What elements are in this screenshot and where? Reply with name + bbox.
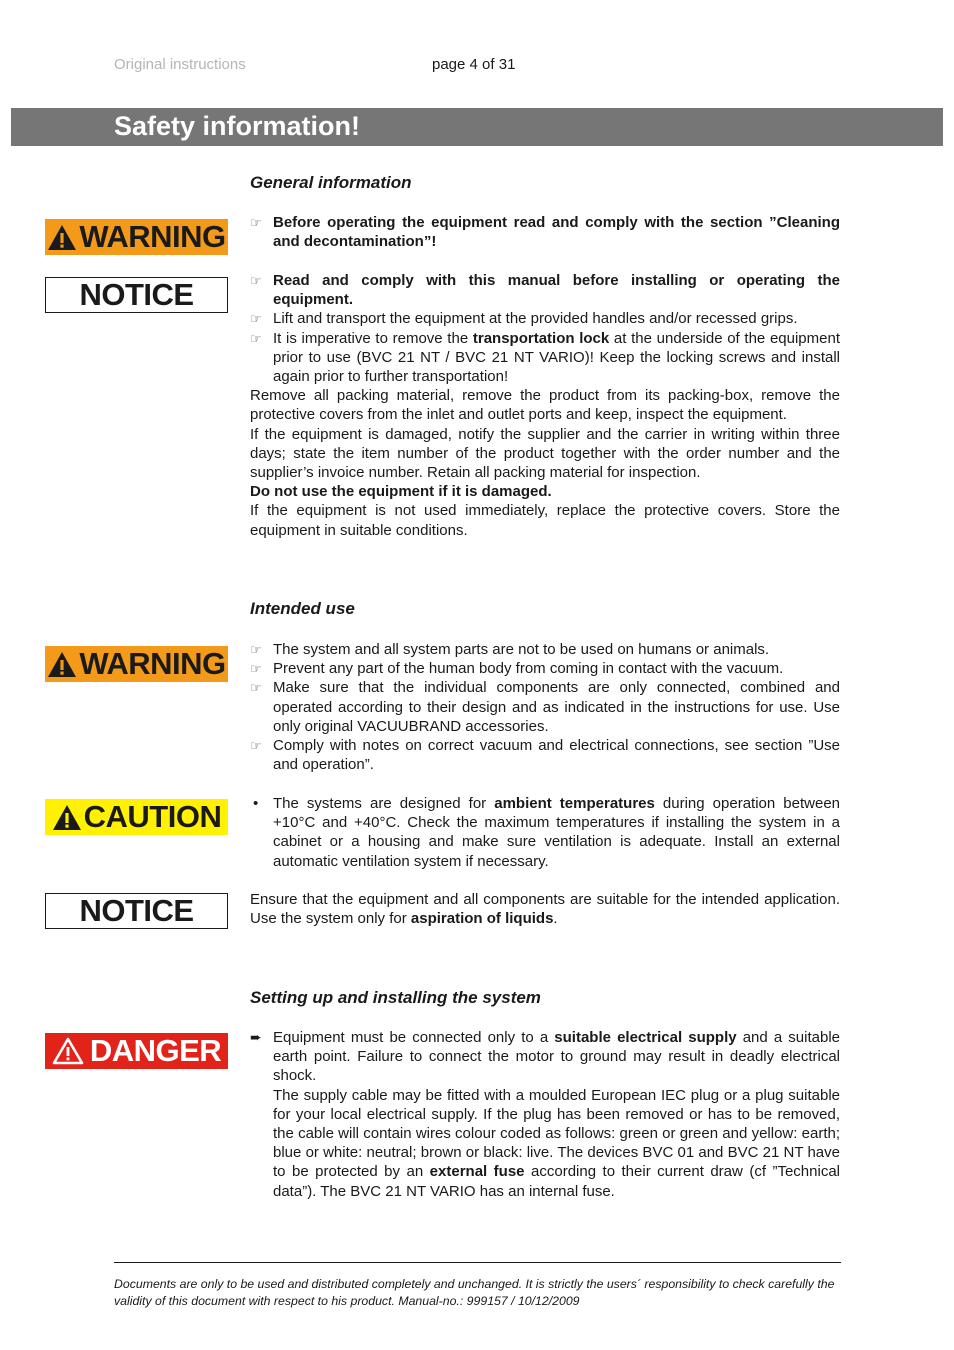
list-item-text: Comply with notes on correct vacuum and electrical connections, see section ”Use and operation”. [273,737,840,774]
list-item-text: The system and all system parts are not to be used on humans or animals. [273,641,770,658]
paragraph-bold: Do not use the equipment if it is damaged. [250,483,552,501]
notice-label-text: NOTICE [79,893,194,928]
caution-label [45,799,228,835]
warning-triangle-icon [47,651,77,678]
list-item-bold: external fuse [429,1163,525,1181]
warning-triangle-icon [47,224,77,251]
list-item-text: Equipment must be connected only to a [273,1029,555,1046]
list-item-text: Before operating the equipment read and comply with the section ”Cleaning and decontamination”! [273,214,840,251]
list-item-continuation [250,1086,840,1201]
paragraph: If the equipment is damaged, notify the supplier and the carrier in writing within three days; state the item number of the product together with the order number and the supplier’s invoice number. Retain all packing material for inspection. [250,425,840,482]
pointing-hand-icon: ☞ [250,311,262,327]
danger-label-text: DANGER [89,1033,222,1068]
intended-notice-block [250,890,840,928]
pointing-hand-icon: ☞ [250,330,262,346]
pointing-hand-icon: ☞ [250,215,262,230]
list-item-text: Read and comply with this manual before installing or operating the equipment. [273,272,840,309]
list-item [250,640,840,659]
list-item-bold: ambient temperatures [494,795,655,812]
warning-triangle-icon [52,1037,84,1065]
pointing-hand-icon: ☞ [250,273,262,288]
list-item-text: at the underside of the equipment prior to use (BVC 21 NT / BVC 21 NT VARIO)! Keep the locking screws and install again prior to further transportation! [273,329,840,386]
list-item-bold: transportation lock [472,329,610,347]
list-item-text: Lift and transport the equipment at the provided handles and/or recessed grips. [273,310,798,328]
setup-danger-block [250,1028,840,1201]
footer-divider [114,1262,841,1263]
caution-label-text: CAUTION [83,799,222,834]
warning-label-text: WARNING [79,219,226,254]
list-item-text: and a suitable earth point. Failure to connect the motor to ground may result in deadly electrical shock. [273,1029,840,1085]
warning-label [45,219,228,255]
list-item-text: according to their current draw (cf ”Technical data”). The BVC 21 NT VARIO has an internal fuse. [273,1163,840,1200]
section-heading-setup: Setting up and installing the system [250,988,541,1007]
pointing-hand-icon: ☞ [250,680,262,696]
intended-warning-block [250,640,840,774]
notice-label [45,893,228,929]
page-number: page 4 of 31 [432,56,516,73]
paragraph-text: . [553,910,558,928]
list-item-text: The supply cable may be fitted with a moulded European IEC plug or a plug suitable for your local electrical supply. If the plug has been removed or has to be removed, the cable will contain wires colour coded as follows: green or green and yellow: earth; blue or white: neutral; brown or black: live. The devices BVC 01 and BVC 21 NT have to be protected by an [273,1086,840,1181]
list-item [250,736,840,774]
list-item [250,659,840,678]
warning-label [45,646,228,682]
list-item-text: Prevent any part of the human body from coming in contact with the vacuum. [273,660,784,678]
paragraph-text: Ensure that the equipment and all components are suitable for the intended application. Use the system only for [250,891,840,928]
paragraph-bold: aspiration of liquids [410,910,554,928]
list-item [250,678,840,736]
list-item [250,794,840,871]
list-item-text: It is imperative to remove the [273,329,473,347]
paragraph: Remove all packing material, remove the product from its packing-box, remove the protective covers from the inlet and outlet ports and keep, inspect the equipment. [250,387,840,424]
list-item [250,329,840,387]
pointing-hand-icon: ☞ [250,642,262,657]
general-notice-block [250,271,840,540]
section-heading-intended-use: Intended use [250,599,355,618]
warning-label-text: WARNING [79,646,226,681]
intended-caution-block [250,794,840,871]
list-item [250,213,840,251]
general-warning-block [250,213,840,251]
list-item-text: during operation between +10°C and +40°C. Check the maximum temperatures if installing the system in a cabinet or a housing and make sure ventilation is adequate. Install an external automatic ventilation system if necessary. [273,795,841,870]
section-heading-general: General information [250,173,412,192]
arrow-right-icon: ➨ [250,1029,262,1045]
notice-label-text: NOTICE [79,277,194,312]
pointing-hand-icon: ☞ [250,738,262,754]
warning-triangle-icon [52,804,82,831]
bullet-dot-icon: • [253,795,259,812]
footer-disclaimer: Documents are only to be used and distributed completely and unchanged. It is strictly the users´ responsibility to check carefully the validity of this document with respect to his product. Manual-no.: 999157 / 10/12/2009 [114,1277,835,1308]
list-item [250,1028,840,1086]
list-item-text: The systems are designed for [273,795,495,812]
header-document-type: Original instructions [114,56,246,73]
list-item [250,271,840,309]
list-item-text: Make sure that the individual components are only connected, combined and operated according to their design and as indicated in the instructions for use. Use only original VACUUBRAND accessories. [273,679,840,735]
title-bar [11,108,943,146]
danger-label [45,1033,228,1069]
list-item [250,309,840,328]
page-title: Safety information! [114,111,361,141]
paragraph [250,890,840,928]
notice-label [45,277,228,313]
paragraph: If the equipment is not used immediately, replace the protective covers. Store the equipment in suitable conditions. [250,502,840,539]
list-item-bold: suitable electrical supply [554,1029,737,1046]
pointing-hand-icon: ☞ [250,661,262,677]
